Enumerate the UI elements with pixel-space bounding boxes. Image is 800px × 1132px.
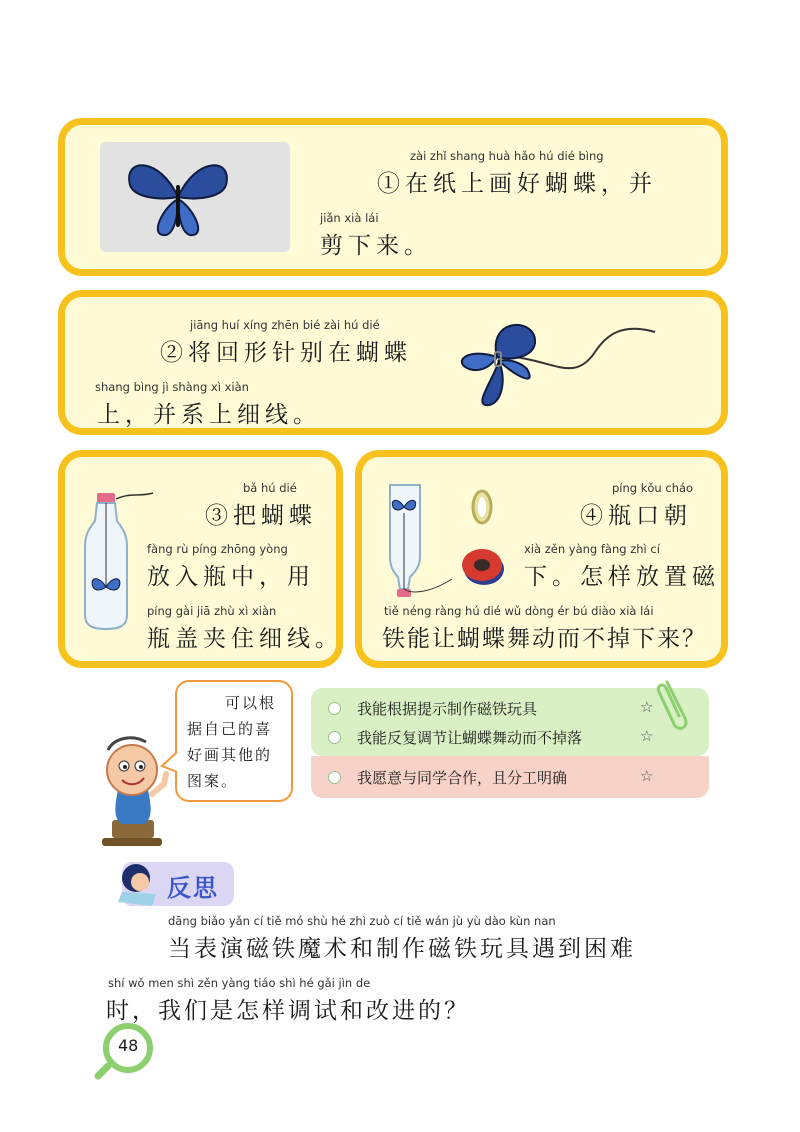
reflection-line-2: 时，我们是怎样调试和改进的？ [106,998,470,1024]
checklist-star-1[interactable]: ☆ [640,698,654,716]
speech-bubble-line-3: 好画其他的 [187,746,273,764]
speech-bubble [175,680,293,802]
reflection-pinyin-2: shí wǒ men shì zěn yàng tiáo shì hé gǎi jìn de [108,976,371,990]
step2-line-1: ②将回形针别在蝴蝶 [160,340,412,366]
step2-pinyin-1: jiāng huí xíng zhēn bié zài hú dié [190,318,380,332]
step4-line-2: 下。怎样放置磁 [524,564,720,590]
step4-card [355,450,728,668]
page-number: 48 [118,1036,139,1055]
checklist-item-2: 我能反复调节让蝴蝶舞动而不掉落 [357,729,583,747]
butterfly-image [100,142,290,252]
step4-pinyin-2: xià zěn yàng fàng zhì cí [524,542,660,556]
paperclip-icon [655,678,695,734]
step2-line-2: 上，并系上细线。 [97,402,321,428]
speech-bubble-line-1: 可以根 [225,694,277,712]
reflection-pinyin-1: dāng biǎo yǎn cí tiě mó shù hé zhì zuò cí tiě wán jù yù dào kùn nan [168,914,556,928]
cartoon-character-image [92,728,182,853]
step1-card [58,118,728,276]
step4-pinyin-1: píng kǒu cháo [612,481,694,495]
checklist-item-1: 我能根据提示制作磁铁玩具 [357,700,538,718]
butterfly-with-string-image [445,312,665,412]
speech-bubble-line-4: 图案。 [187,772,239,790]
checklist-bullet-3 [328,771,341,784]
step2-card [58,290,728,435]
inverted-bottle-and-magnet-image [382,477,527,607]
step4-pinyin-3: tiě néng ràng hú dié wǔ dòng ér bú diào xià lái [384,604,654,618]
step4-line-3: 铁能让蝴蝶舞动而不掉下来？ [382,626,707,652]
step1-pinyin-2: jiǎn xià lái [320,211,379,225]
step1-line-1: ①在纸上画好蝴蝶，并 [377,171,657,197]
step3-card [58,450,343,668]
step3-pinyin-3: píng gài jiā zhù xì xiàn [147,604,277,618]
step1-pinyin-1: zài zhǐ shang huà hǎo hú dié bìng [410,149,604,163]
speech-bubble-line-2: 据自己的喜 [187,720,273,738]
reflection-heading: 反思 [167,874,219,902]
checklist-star-2[interactable]: ☆ [640,727,654,745]
thinking-person-icon [112,858,162,910]
checklist-star-3[interactable]: ☆ [640,767,654,785]
checklist-bullet-2 [328,731,341,744]
step1-line-2: 剪下来。 [320,233,432,259]
step3-line-2: 放入瓶中，用 [147,564,315,590]
checklist-bullet-1 [328,702,341,715]
step3-pinyin-2: fàng rù píng zhōng yòng [147,542,288,556]
step4-line-1: ④瓶口朝 [580,503,692,529]
reflection-line-1: 当表演磁铁魔术和制作磁铁玩具遇到困难 [168,936,636,962]
step3-line-3: 瓶盖夹住细线。 [147,626,343,652]
step2-pinyin-2: shang bìng jì shàng xì xiàn [95,380,249,394]
step3-line-1: ③把蝴蝶 [205,503,317,529]
checklist-item-3: 我愿意与同学合作，且分工明确 [357,769,568,787]
step3-pinyin-1: bǎ hú dié [243,481,297,495]
